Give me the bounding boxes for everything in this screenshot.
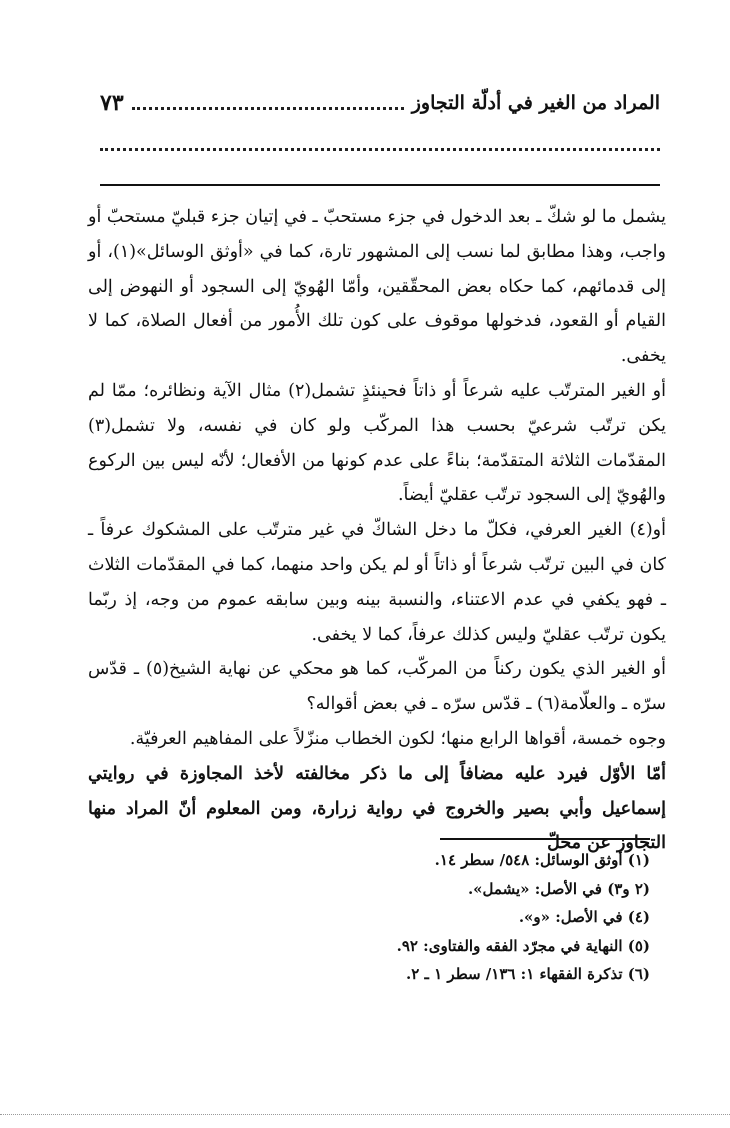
paragraph: يشمل ما لو شكّ ـ بعد الدخول في جزء مستحبّ ـ في إتيان جزء قبليّ مستحبّ أو واجب، وهذا مطابق لما نسب إلى المشهور تارة، كما في «أوثق الوسائل»(١)، أو إلى قدمائهم، كما حكاه بعض المحقّقين، وأمّا الهُويّ إلى السجود أو النهوض إلى القيام أو القعود، فدخولها موقوف على كون تلك الأُمور من أفعال الصلاة، كما لا يخفى.	[88, 207, 666, 367]
header-dot-leader	[132, 97, 404, 110]
scan-edge-dots	[0, 1114, 730, 1118]
footnotes	[300, 846, 650, 989]
main-text	[88, 200, 666, 861]
header-rule	[100, 184, 660, 186]
paragraph: أو الغير المترتّب عليه شرعاً أو ذاتاً فحينئذٍ تشمل(٢) مثال الآية ونظائره؛ ممّا لم يكن ترتّب شرعيّ بحسب هذا المركّب ولو كان في نفسه، ولا تشمل(٣) المقدّمات الثلاثة المتقدّمة؛ بناءً على عدم كونها من الأفعال؛ لأنّه ليس بين الركوع والهُويّ إلى السجود ترتّب عقليّ أيضاً.	[88, 380, 666, 506]
paragraph: أو(٤) الغير العرفي، فكلّ ما دخل الشاكّ في غير مترتّب على المشكوك عرفاً ـ كان في البين ترتّب شرعاً أو ذاتاً أو لم يكن واحد منهما، كما في المقدّمات الثلاث ـ فهو يكفي في عدم الاعتناء، والنسبة بينه وبين سابقه عموم من وجه، إذ ربّما يكون ترتّب عقليّ وليس كذلك عرفاً، كما لا يخفى.	[88, 520, 666, 645]
footnote-item: (٦) تذكرة الفقهاء ١: ١٣٦/ سطر ١ ـ ٢.	[406, 965, 650, 983]
bold-paragraph: أمّا الأوّل فيرد عليه مضافاً إلى ما ذكر مخالفته لأخذ المجاوزة في روايتي إسماعيل وأبي بصير والخروج في رواية زرارة، ومن المعلوم أنّ المراد منها التجاوز عن محلّ	[88, 763, 666, 854]
page-number: ٧٣	[100, 90, 124, 116]
footnote-rule	[440, 838, 650, 840]
footnote-item: (١) أوثق الوسائل: ٥٤٨/ سطر ١٤.	[434, 851, 650, 869]
running-header	[100, 86, 660, 120]
footnote-item: (٥) النهاية في مجرّد الفقه والفتاوى: ٩٢.	[396, 936, 650, 955]
footnote-item: (٤) في الأصل: «و».	[518, 908, 650, 926]
paragraph: أو الغير الذي يكون ركناً من المركّب، كما هو محكي عن نهاية الشيخ(٥) ـ قدّس سرّه ـ والعلّامة(٦) ـ قدّس سرّه ـ في بعض أقواله؟	[88, 659, 666, 715]
dotted-separator	[100, 148, 660, 151]
footnote-item: (٢ و٣) في الأصل: «يشمل».	[467, 879, 650, 898]
paragraph: وجوه خمسة، أقواها الرابع منها؛ لكون الخطاب منزّلاً على المفاهيم العرفيّة.	[129, 728, 666, 749]
header-title: المراد من الغير في أدلّة التجاوز	[411, 92, 660, 114]
